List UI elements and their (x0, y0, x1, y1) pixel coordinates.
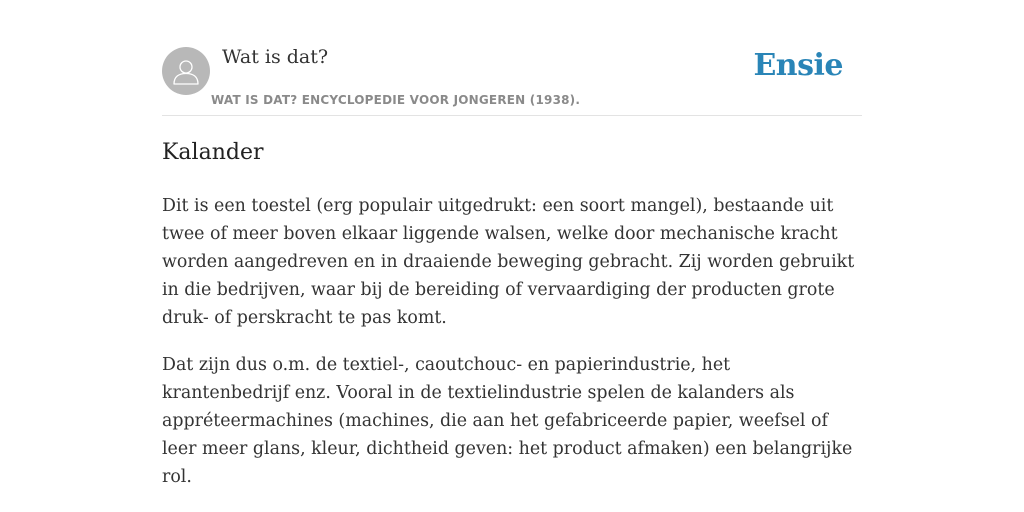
entry-paragraph-2: Dat zijn dus o.m. de textiel-, caoutchouc- en papierindustrie, het krantenbedrijf enz. Vooral in de textielindustrie spelen de kalanders als appréteermachines (machines, die aan het gefabriceerde papier, weefsel of leer meer glans, kleur, dichtheid geven: het product afmaken) een belangrijke rol. (162, 355, 853, 487)
source-subtitle[interactable]: WAT IS DAT? ENCYCLOPEDIE VOOR JONGEREN (1938). (211, 93, 581, 107)
ensie-logo[interactable]: Ensie (753, 48, 843, 83)
source-title[interactable]: Wat is dat? (222, 46, 329, 68)
entry-title: Kalander (162, 140, 264, 165)
entry-paragraph-1: Dit is een toestel (erg populair uitgedrukt: een soort mangel), bestaande uit twee of meer boven elkaar liggende walsen, welke door mechanische kracht worden aangedreven en in draaiende beweging gebracht. Zij worden gebruikt in die bedrijven, waar bij de bereiding of vervaardiging der producten grote druk- of perskracht te pas komt. (162, 196, 855, 328)
source-avatar[interactable] (162, 47, 210, 95)
user-silhouette-icon (162, 47, 210, 95)
source-header (162, 0, 862, 116)
article-container (162, 0, 862, 487)
